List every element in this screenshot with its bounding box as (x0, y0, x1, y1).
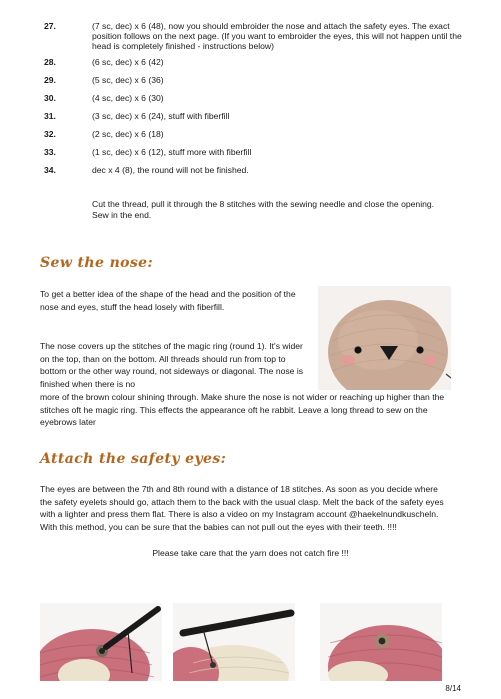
round-number: 34. (44, 164, 56, 175)
section-heading-eyes: Attach the safety eyes: (40, 451, 227, 467)
round-text: (5 sc, dec) x 6 (36) (92, 74, 164, 85)
round-row (44, 129, 464, 140)
round-text: (7 sc, dec) x 6 (48), now you should embroider the nose and attach the safety eyes. The exact position follows on the next page. (If you want to embroider the eyes, this will not happen until the head is completely finished - instructions below) (92, 21, 462, 52)
round-row (44, 147, 464, 158)
round-number: 28. (44, 56, 56, 67)
safety-eye-illustration-1 (40, 603, 162, 681)
round-text: (1 sc, dec) x 6 (12), stuff more with fiberfill (92, 146, 252, 157)
safety-eye-photo-2 (173, 603, 295, 681)
round-row (44, 21, 464, 52)
safety-eye-photo-1 (40, 603, 162, 681)
safety-eye-illustration-2 (173, 603, 295, 681)
round-text: (6 sc, dec) x 6 (42) (92, 56, 164, 67)
round-text: dec x 4 (8), the round will not be finished. (92, 164, 249, 175)
round-number: 27. (44, 21, 56, 31)
round-text: (3 sc, dec) x 6 (24), stuff with fiberfill (92, 110, 230, 121)
round-text: (4 sc, dec) x 6 (30) (92, 92, 164, 103)
round-number: 32. (44, 128, 56, 139)
bunny-head-photo (318, 286, 451, 390)
round-list (44, 21, 464, 183)
round-text: (2 sc, dec) x 6 (18) (92, 128, 164, 139)
round-number: 33. (44, 146, 56, 157)
round-row (44, 93, 464, 104)
section-heading-nose: Sew the nose: (40, 255, 154, 271)
round-row (44, 165, 464, 176)
round-number: 30. (44, 92, 56, 103)
page-number: 8/14 (445, 684, 461, 693)
eyes-paragraph: The eyes are between the 7th and 8th round with a distance of 18 stitches. As soon as you decide where the safety eyelets should go, attach them to the back with the usual clasp. Melt the back of the safety eyes with a lighter and press them flat. There is also a video on my Instagram account @haekelnundkuscheln. With this method, you can be sure that the babies can not pull out the eyes with their teeth. !!!! (40, 484, 444, 532)
round-number: 31. (44, 110, 56, 121)
nose-paragraph-3: more of the brown colour shining through. Make shure the nose is not wider or reaching up higher than the stitches oft he magic ring. This effects the appearance oft he rabbit. Leave a long thread to sew on the eyebrows later (40, 392, 445, 428)
round-row (44, 57, 464, 68)
round-row (44, 75, 464, 86)
safety-eye-illustration-3 (320, 603, 442, 681)
round-number: 29. (44, 74, 56, 85)
bunny-head-illustration (318, 286, 451, 390)
fire-warning: Please take care that the yarn does not catch fire !!! (152, 548, 349, 558)
closing-instructions: Cut the thread, pull it through the 8 stitches with the sewing needle and close the opening. Sew in the end. (92, 199, 435, 220)
nose-paragraph-2: The nose covers up the stitches of the magic ring (round 1). It's wider on the top, than on the bottom. All threads should run from top to bottom or the other way round, not sideways or diagonal. The nose is finished when there is no (40, 341, 304, 389)
nose-paragraph-1: To get a better idea of the shape of the head and the position of the nose and eyes, stuff the head losely with fiberfill. (40, 289, 296, 312)
safety-eye-photo-3 (320, 603, 442, 681)
photo-strip (0, 603, 501, 681)
round-row (44, 111, 464, 122)
